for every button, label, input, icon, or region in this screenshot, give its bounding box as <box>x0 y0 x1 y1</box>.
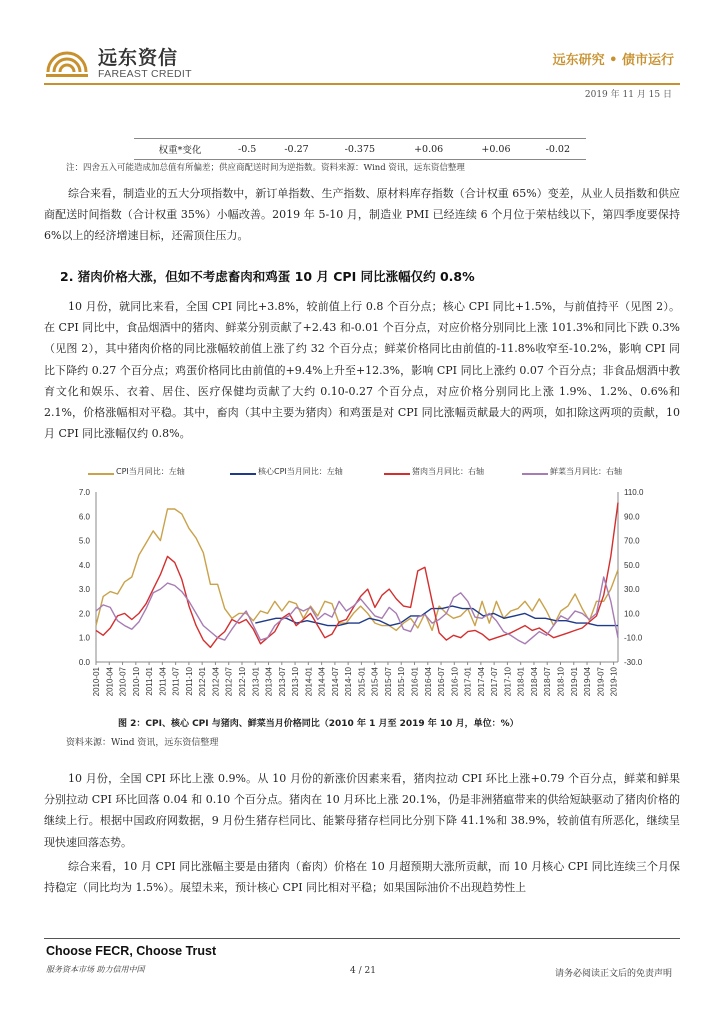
report-date: 2019 年 11 月 15 日 <box>584 90 672 100</box>
y-right-tick-label: -10.0 <box>624 633 643 643</box>
x-tick-label: 2018-01 <box>516 667 526 697</box>
table-cell: -0.27 <box>268 139 324 160</box>
x-tick-label: 2016-07 <box>437 667 447 697</box>
x-tick-label: 2011-07 <box>171 667 181 696</box>
y-left-tick-label: 1.0 <box>78 633 90 643</box>
y-right-tick-label: 10.0 <box>624 609 640 619</box>
x-tick-label: 2011-01 <box>145 667 155 696</box>
y-left-tick-label: 7.0 <box>78 488 90 497</box>
report-section: 远东研究 • 债市运行 <box>552 53 674 68</box>
header-rule <box>44 83 680 85</box>
footer-rule <box>44 938 680 939</box>
footer-slogan-cn: 服务资本市场 助力信用中国 <box>46 965 145 974</box>
x-tick-label: 2016-01 <box>410 667 420 697</box>
x-tick-label: 2017-07 <box>490 667 500 697</box>
x-tick-label: 2017-04 <box>476 667 486 697</box>
x-tick-label: 2015-01 <box>357 667 367 697</box>
y-right-tick-label: 110.0 <box>624 488 644 497</box>
disclaimer: 请务必阅读正文后的免责声明 <box>554 969 672 979</box>
chart-legend <box>88 466 668 480</box>
weight-change-table <box>134 138 586 160</box>
y-left-tick-label: 5.0 <box>78 536 90 546</box>
paragraph: 综合来看，制造业的五大分项指数中，新订单指数、生产指数、原材料库存指数（合计权重 65%）变差，从业人员指数和供应商配送时间指数（合计权重 35%）小幅改善。2019 年 5-10 月，制造业 PMI 已经连续 6 个月位于荣枯线以下，第四季度要保持 6%以上的经济增速目标，还需顶住压力。 <box>44 187 680 243</box>
x-tick-label: 2013-01 <box>251 667 261 697</box>
table-row <box>134 139 586 160</box>
x-tick-label: 2013-04 <box>264 667 274 697</box>
logo-en: FAREAST CREDIT <box>98 68 192 80</box>
y-right-tick-label: -30.0 <box>624 658 643 667</box>
series-line-left-c9a24a <box>96 509 618 630</box>
page-number: 4 / 21 <box>350 966 376 976</box>
x-tick-label: 2019-01 <box>569 667 579 697</box>
legend-swatch-vegetable <box>522 473 548 475</box>
x-tick-label: 2014-04 <box>317 667 327 697</box>
x-tick-label: 2012-10 <box>237 667 247 697</box>
legend-label: 鲜菜当月同比：右轴 <box>550 467 622 476</box>
legend-swatch-core-cpi <box>230 473 256 475</box>
x-tick-label: 2015-04 <box>370 667 380 697</box>
x-tick-label: 2010-04 <box>105 667 115 697</box>
legend-label: 猪肉当月同比：右轴 <box>412 467 484 476</box>
y-left-tick-label: 6.0 <box>78 512 90 522</box>
legend-swatch-pork <box>384 473 410 475</box>
cpi-chart <box>52 462 672 712</box>
logo-cn: 远东资信 <box>98 47 179 69</box>
x-tick-label: 2017-10 <box>503 667 513 697</box>
x-tick-label: 2013-10 <box>291 667 301 697</box>
x-tick-label: 2014-01 <box>304 667 314 697</box>
x-tick-label: 2012-04 <box>211 667 221 697</box>
table-cell: -0.5 <box>226 139 268 160</box>
y-left-tick-label: 0.0 <box>78 658 90 667</box>
x-tick-label: 2010-07 <box>118 667 128 697</box>
x-tick-label: 2016-04 <box>423 667 433 697</box>
x-tick-label: 2019-10 <box>609 667 619 697</box>
fareast-logo-icon <box>44 42 90 82</box>
figure-source: 资料来源：Wind 资讯，远东资信整理 <box>66 738 219 748</box>
y-left-tick-label: 4.0 <box>78 560 90 570</box>
x-tick-label: 2015-07 <box>383 667 393 697</box>
y-right-tick-label: 50.0 <box>624 560 640 570</box>
company-logo <box>44 42 90 82</box>
x-tick-label: 2019-07 <box>596 667 606 697</box>
table-cell: -0.02 <box>530 139 586 160</box>
x-tick-label: 2014-10 <box>344 667 354 697</box>
section-heading: 2. 猪肉价格大涨，但如不考虑畜肉和鸡蛋 10 月 CPI 同比涨幅仅约 0.8% <box>60 269 475 284</box>
paragraph: 综合来看，10 月 CPI 同比涨幅主要是由猪肉（畜肉）价格在 10 月超预期大涨所贡献，而 10 月核心 CPI 同比连续三个月保持稳定（同比均为 1.5%）。展望未来，预计核心 CPI 同比相对平稳；如果国际油价不出现趋势性上 <box>44 860 680 895</box>
x-tick-label: 2010-10 <box>131 667 141 697</box>
table-cell: +0.06 <box>462 139 529 160</box>
figure-caption: 图 2：CPI、核心 CPI 与猪肉、鲜菜当月价格同比（2010 年 1 月至 2019 年 10 月，单位：%） <box>118 719 519 729</box>
x-tick-label: 2017-01 <box>463 667 473 697</box>
x-tick-label: 2015-10 <box>397 667 407 697</box>
paragraph: 10 月份，就同比来看，全国 CPI 同比+3.8%，较前值上行 0.8 个百分点；核心 CPI 同比+1.5%，与前值持平（见图 2）。在 CPI 同比中，食品烟酒中的猪肉、鲜菜分别贡献了+2.43 和-0.01 个百分点，对应价格分别同比上涨 101.3%和同比下跌 0.3%（见图 2），其中猪肉价格的同比涨幅较前值上涨了约 32 个百分点；鲜菜价格同比由前值的-11.8%收窄至-10.2%，影响 CPI 同比下降约 0.27 个百分点；鸡蛋价格同比由前值的+9.4%上升至+12.3%，影响 CPI 同比上涨约 0.07 个百分点；非食品烟酒中教育文化和娱乐、衣着、居住、医疗保健均贡献了大约 0.10-0.27 个百分点，对应价格分别同比上涨 1.9%、1.2%、0.6%和 2.1%，价格涨幅相对平稳。其中，畜肉（其中主要为猪肉）和鸡蛋是对 CPI 同比涨幅贡献最大的两项，如扣除这两项的贡献，10 月 CPI 同比涨幅仅约 0.8%。 <box>44 300 680 441</box>
y-left-tick-label: 2.0 <box>78 609 90 619</box>
table-cell: +0.06 <box>395 139 462 160</box>
x-tick-label: 2014-07 <box>330 667 340 697</box>
x-tick-label: 2013-07 <box>277 667 287 697</box>
table-cell: -0.375 <box>325 139 395 160</box>
series-line-right-d42f2f <box>96 503 618 648</box>
x-tick-label: 2018-10 <box>556 667 566 697</box>
x-tick-label: 2010-01 <box>92 667 101 697</box>
legend-label: 核心CPI当月同比：左轴 <box>258 467 343 476</box>
footer-slogan-en: Choose FECR, Choose Trust <box>46 944 217 958</box>
x-tick-label: 2016-10 <box>450 667 460 697</box>
x-tick-label: 2018-04 <box>529 667 539 697</box>
table-row-label: 权重*变化 <box>134 139 226 160</box>
legend-swatch-cpi <box>88 473 114 475</box>
x-tick-label: 2012-01 <box>198 667 208 697</box>
y-right-tick-label: 30.0 <box>624 585 640 595</box>
legend-label: CPI当月同比：左轴 <box>116 467 185 476</box>
x-tick-label: 2018-07 <box>543 667 553 697</box>
x-tick-label: 2012-07 <box>224 667 234 697</box>
y-left-tick-label: 3.0 <box>78 585 90 595</box>
y-right-tick-label: 70.0 <box>624 536 640 546</box>
x-tick-label: 2019-04 <box>583 667 593 697</box>
chart-plot <box>52 482 672 712</box>
table-note: 注：四舍五入可能造成加总值有所偏差；供应商配送时间为逆指数。资料来源：Wind 资讯，远东资信整理 <box>66 163 465 173</box>
y-right-tick-label: 90.0 <box>624 512 640 522</box>
x-tick-label: 2011-04 <box>158 667 168 696</box>
paragraph: 10 月份，全国 CPI 环比上涨 0.9%。从 10 月份的新涨价因素来看，猪肉拉动 CPI 环比上涨+0.79 个百分点，鲜菜和鲜果分别拉动 CPI 环比回落 0.04 和 0.10 个百分点。猪肉在 10 月环比上涨 20.1%，仍是非洲猪瘟带来的供给短缺驱动了猪肉价格的继续上行。根据中国政府网数据，9 月份生猪存栏同比、能繁母猪存栏同比分别下降 41.1%和 38.9%，较前值有所恶化，继续呈现快速回落态势。 <box>44 772 680 849</box>
x-tick-label: 2011-10 <box>184 667 194 696</box>
